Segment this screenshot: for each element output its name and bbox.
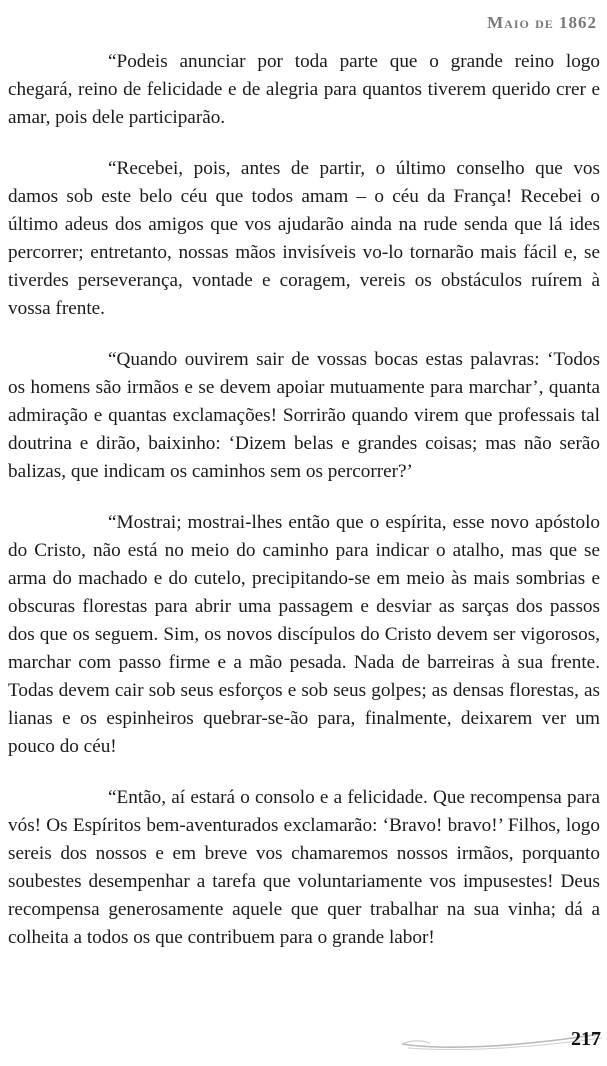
page-number: 217 bbox=[571, 1028, 601, 1050]
paragraph: “Recebei, pois, antes de partir, o último conselho que vos damos sob este belo céu que todos amam – o céu da França! Recebei o último adeus dos amigos que vos ajudarão ainda na rude senda que lá ides percorrer; entretanto, nossas mãos invisíveis vo-lo tornarão mais fácil e, se tiverdes perseverança, vontade e coragem, vereis os obstáculos ruírem à vossa frente. bbox=[8, 158, 600, 319]
paragraph: “Podeis anunciar por toda parte que o grande reino logo chegará, reino de felicidade e de alegria para quantos tiverem querido crer e amar, pois dele participarão. bbox=[8, 51, 600, 128]
running-header: Maio de 1862 bbox=[487, 13, 597, 32]
paragraph: “Quando ouvirem sair de vossas bocas estas palavras: ‘Todos os homens são irmãos e se devem apoiar mutuamente para marchar’, quanta admiração e quantas exclamações! Sorrirão quando virem que professais tal doutrina e dirão, baixinho: ‘Dizem belas e grandes coisas; mas não serão balizas, que indicam os caminhos sem os percorrer?’ bbox=[8, 349, 600, 482]
body-text bbox=[8, 48, 600, 975]
paragraph: “Então, aí estará o consolo e a felicidade. Que recompensa para vós! Os Espíritos bem-aventurados exclamarão: ‘Bravo! bravo!’ Filhos, logo sereis dos nossos e em breve vos chamaremos nossos irmãos, porquanto soubestes desempenhar a tarefa que voluntariamente vos impusestes! Deus recompensa generosamente aquele que quer trabalhar na sua vinha; dá a colheita a todos os que contribuem para o grande labor! bbox=[8, 787, 600, 948]
paragraph: “Mostrai; mostrai-lhes então que o espírita, esse novo apóstolo do Cristo, não está no meio do caminho para indicar o atalho, mas que se arma do machado e do cutelo, precipitando-se em meio às mais sombrias e obscuras florestas para abrir uma passagem e desviar as sarças dos passos dos que os seguem. Sim, os novos discípulos do Cristo devem ser vigorosos, marchar com passo firme e a mão pesada. Nada de barreiras à sua frente. Todas devem cair sob seus esforços e sob seus golpes; as densas florestas, as lianas e os espinheiros quebrar-se-ão para, finalmente, deixarem ver um pouco do céu! bbox=[8, 512, 600, 757]
page-footer bbox=[400, 1018, 607, 1058]
